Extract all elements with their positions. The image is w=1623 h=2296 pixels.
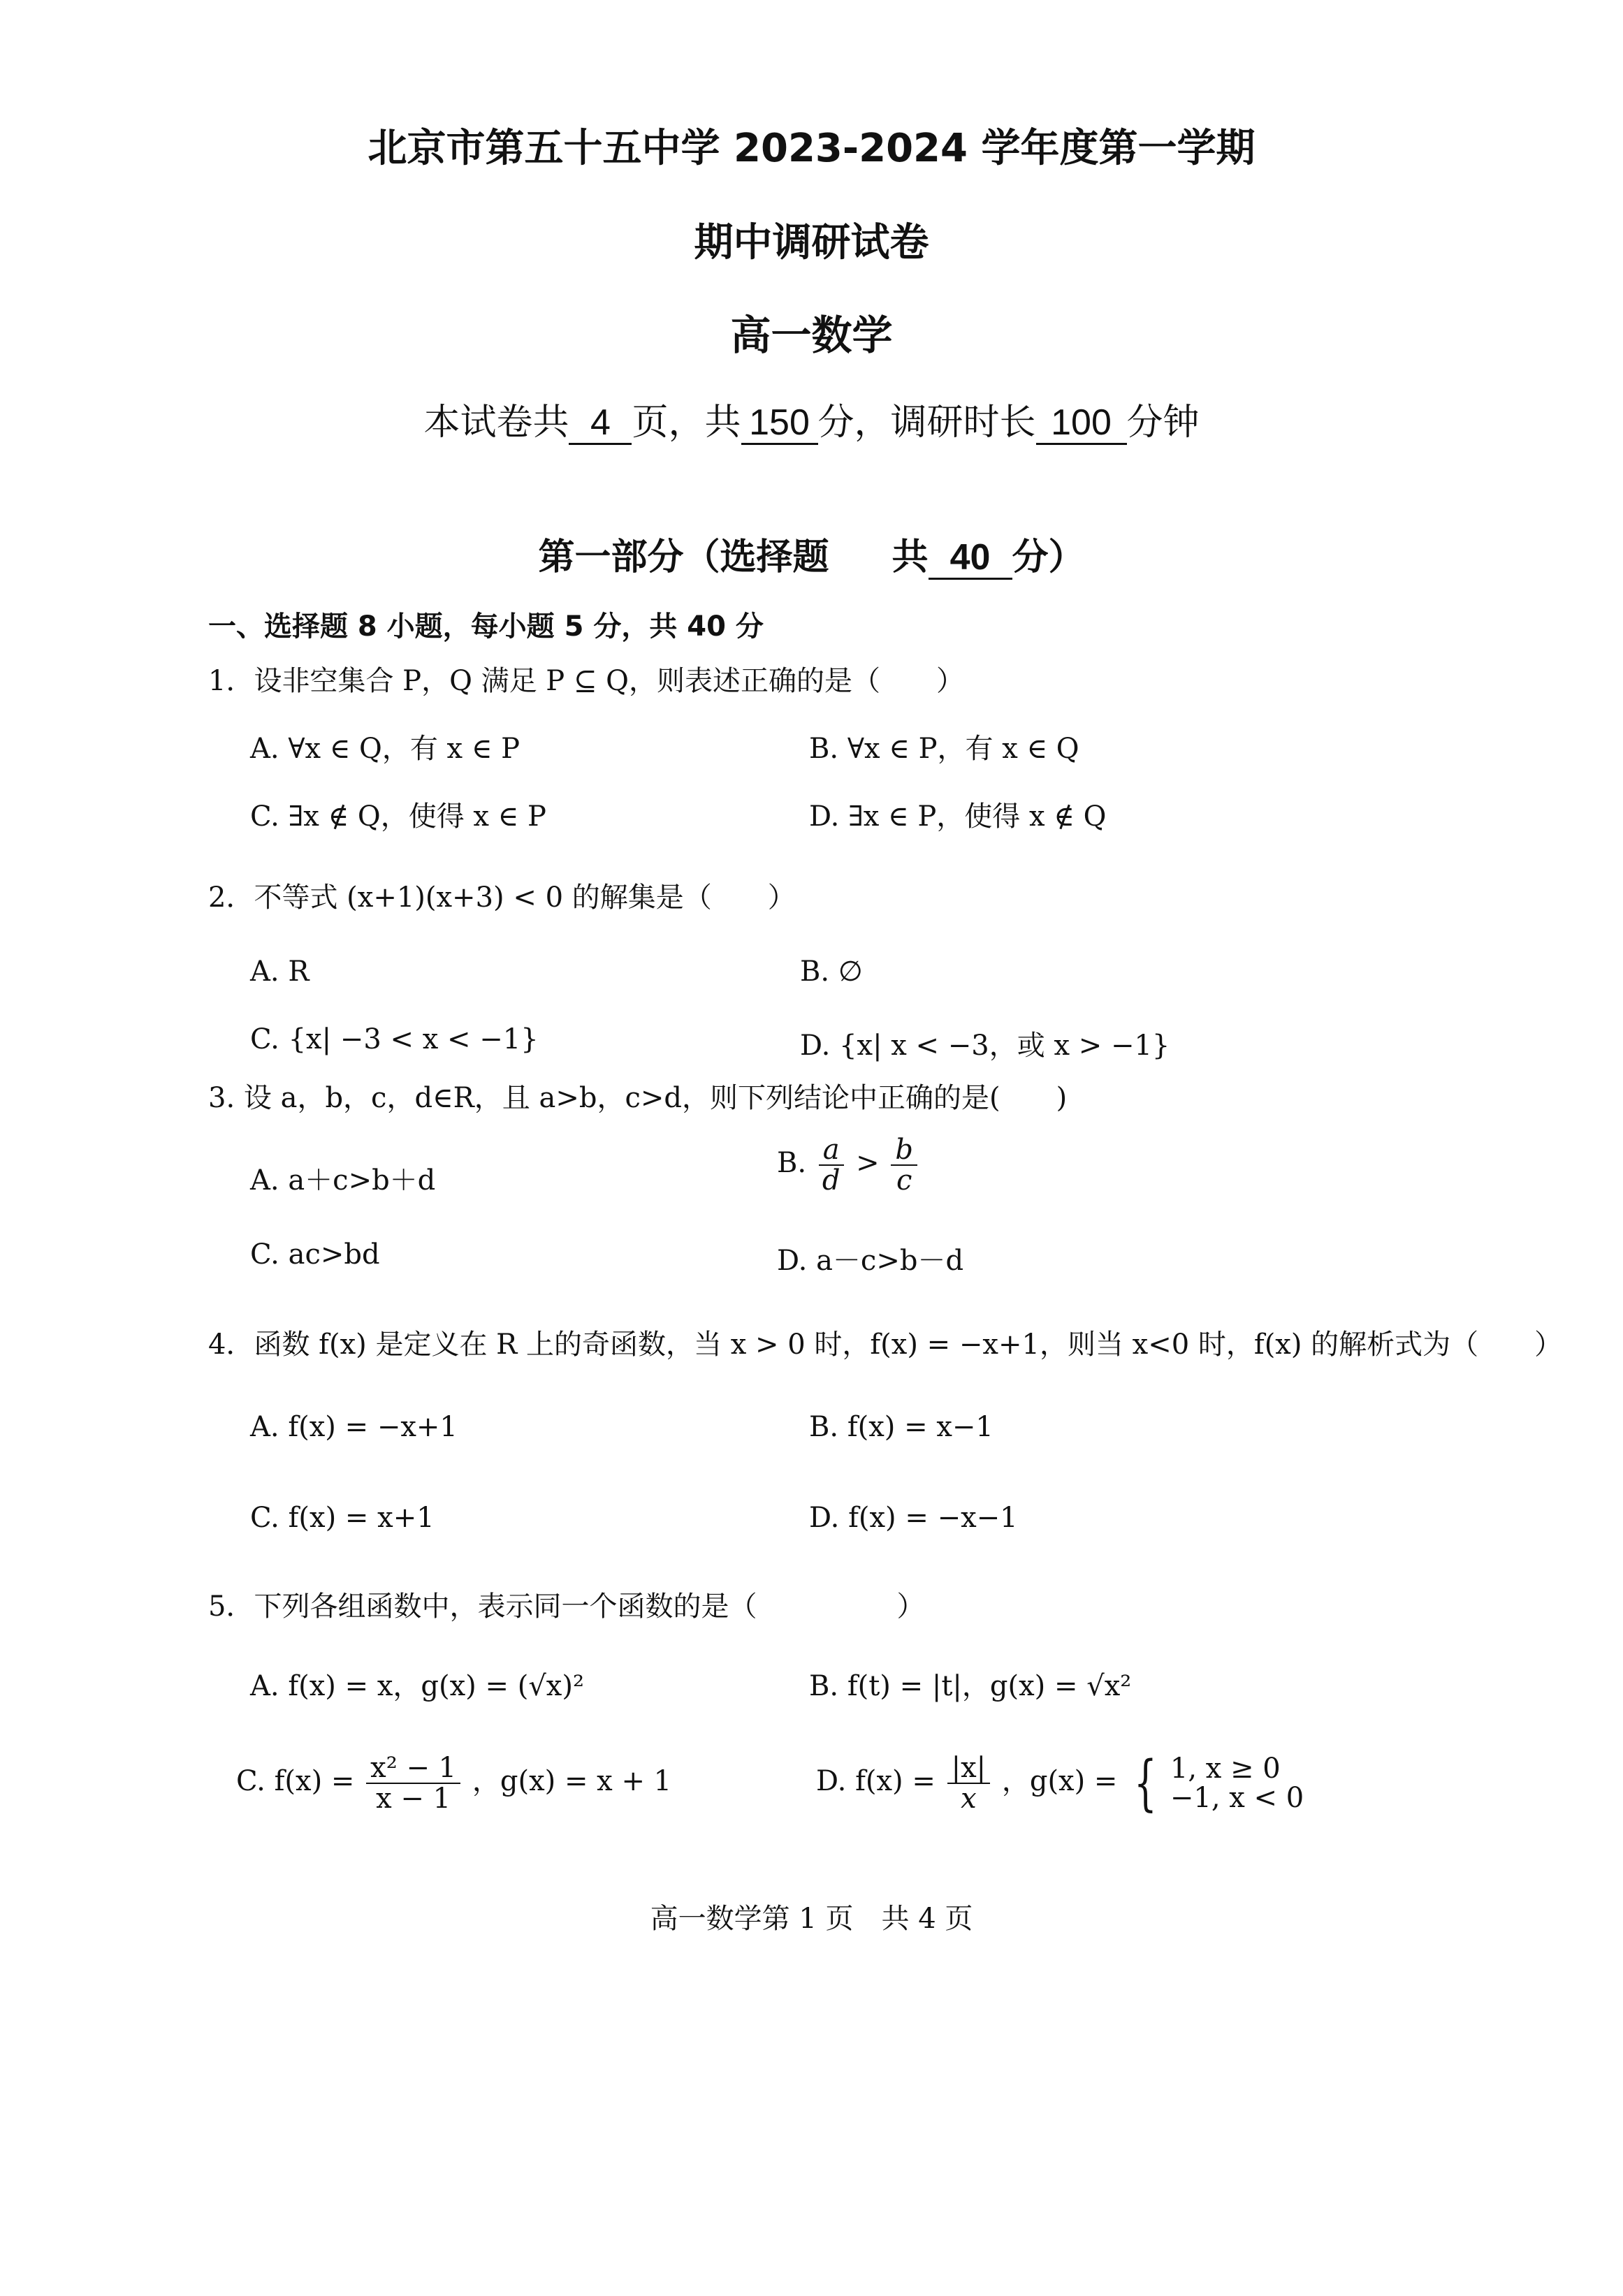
q5-stem: 5．下列各组函数中，表示同一个函数的是（ ） [208,1591,925,1623]
q3-fraction-b-over-c [891,1135,917,1195]
part1-score: 40 [929,538,1012,580]
q5-d-denominator: x [961,1783,977,1815]
info-suffix: 分钟 [1126,402,1200,444]
exam-title-line1: 北京市第五十五中学 2023-2024 学年度第一学期 [367,126,1256,171]
exam-info-line [0,393,1623,445]
q5-option-d [816,1748,1304,1818]
piecewise-cases [1170,1754,1304,1813]
q4-option-a: A. f(x) = −x+1 [250,1411,458,1443]
q5-c-denominator: x − 1 [376,1783,451,1815]
q3-frac1-denominator: d [822,1164,840,1197]
q3-frac2-numerator: b [891,1135,917,1166]
q5-option-c-rest: ，g(x) = x + 1 [472,1765,672,1797]
info-mid2: 分，调研时长 [817,402,1036,444]
q3-option-d: D. a－c>b－d [777,1245,964,1277]
q2-option-a: A. R [250,956,310,988]
piecewise-brace: { [1134,1748,1157,1818]
q2-option-b: B. ∅ [800,956,863,988]
q3-option-c: C. ac>bd [250,1238,380,1271]
q1-option-a: A. ∀x ∈ Q，有 x ∈ P [250,733,521,765]
q2-option-c: C. {x| −3 < x < −1} [250,1023,539,1055]
q1-stem: 1．设非空集合 P，Q 满足 P ⊆ Q，则表述正确的是（ ） [208,665,964,697]
q5-option-c-label: C. f(x) = [236,1765,355,1797]
q3-option-b [777,1135,920,1195]
page-footer: 高一数学第 1 页 共 4 页 [650,1903,973,1935]
part1-suffix: 分） [1012,536,1085,578]
q5-d-numerator: |x| [947,1753,991,1784]
q2-stem: 2．不等式 (x+1)(x+3) < 0 的解集是（ ） [208,882,796,914]
q5-option-a: A. f(x) = x，g(x) = (√x)² [250,1670,585,1702]
q3-frac2-denominator: c [896,1164,912,1197]
exam-subject-title: 高一数学 [730,312,893,359]
q5-option-c [236,1753,671,1813]
q1-option-b: B. ∀x ∈ P，有 x ∈ Q [809,733,1079,765]
q5-option-c-fraction [366,1753,460,1813]
q3-stem: 3. 设 a，b，c，d∈R，且 a>b，c>d，则下列结论中正确的是( ) [208,1082,1068,1114]
exam-title-line2: 期中调研试卷 [694,220,929,265]
part1-heading [0,527,1623,580]
piecewise-case2: −1, x < 0 [1170,1782,1304,1814]
info-prefix: 本试卷共 [423,402,569,444]
q4-stem: 4．函数 f(x) 是定义在 R 上的奇函数，当 x > 0 时，f(x) = −x+1，则当 x<0 时，f(x) 的解析式为（ ） [208,1329,1563,1361]
q1-option-c: C. ∃x ∉ Q，使得 x ∈ P [250,800,546,833]
section1-heading: 一、选择题 8 小题，每小题 5 分，共 40 分 [208,610,764,643]
q3-fraction-a-over-d [818,1135,845,1195]
info-mid1: 页，共 [632,402,741,444]
q5-c-numerator: x² − 1 [366,1753,460,1784]
q1-option-d: D. ∃x ∈ P，使得 x ∉ Q [809,800,1107,833]
info-score: 150 [741,403,818,445]
q3-option-b-operator: > [856,1147,880,1179]
q5-option-d-rest: ，g(x) = [1001,1765,1118,1797]
q2-option-d: D. {x| x < −3，或 x > −1} [800,1030,1170,1062]
piecewise-case1: 1, x ≥ 0 [1170,1753,1281,1785]
q3-option-a: A. a＋c>b＋d [250,1164,436,1197]
part1-prefix: 第一部分（选择题 [538,536,829,578]
q5-option-d-fraction [947,1753,991,1813]
q3-frac1-numerator: a [819,1135,844,1166]
part1-mid: 共 [891,536,929,578]
info-pages: 4 [569,403,632,445]
q4-option-d: D. f(x) = −x−1 [809,1502,1018,1534]
q5-option-d-label: D. f(x) = [816,1765,936,1797]
q5-option-b: B. f(t) = |t|，g(x) = √x² [809,1670,1132,1702]
q3-option-b-label: B. [777,1147,807,1179]
info-time: 100 [1036,403,1127,445]
q4-option-b: B. f(x) = x−1 [809,1411,994,1443]
q4-option-c: C. f(x) = x+1 [250,1502,435,1534]
